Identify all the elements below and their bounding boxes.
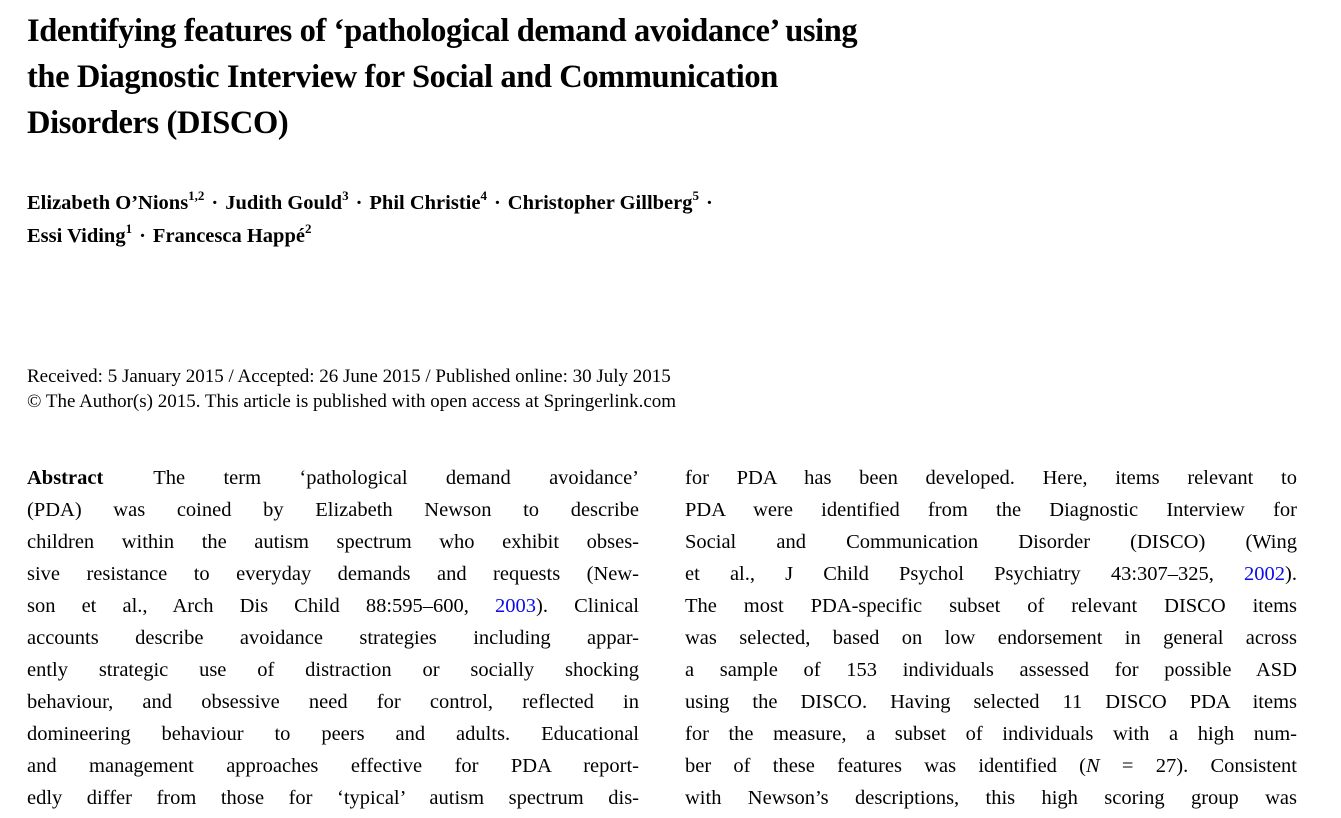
abstract-text: with Newson’s descriptions, this high scoring group was (685, 787, 1297, 809)
abstract-text: and management approaches effective for PDA report- (27, 755, 639, 777)
author-name: Essi Viding (27, 225, 126, 247)
abstract-line (27, 718, 639, 750)
abstract-text: sive resistance to everyday demands and requests (New- (27, 563, 639, 585)
author (369, 188, 507, 214)
abstract-line (685, 686, 1297, 718)
abstract-text: (PDA) was coined by Elizabeth Newson to describe (27, 499, 639, 521)
abstract-line (27, 622, 639, 654)
abstract-text: son et al., Arch Dis Child 88:595–600, (27, 595, 496, 617)
article-meta (27, 364, 1297, 414)
abstract-line (685, 750, 1297, 782)
abstract-text: = 27). Consistent (1099, 755, 1298, 777)
abstract-text: behaviour, and obsessive need for control, reflected in (27, 691, 639, 713)
author-line-2 (27, 220, 1297, 253)
author-separator: · (493, 192, 501, 214)
author-affiliation-superscript: 5 (692, 188, 699, 204)
article-title-line: Identifying features of ‘pathological demand avoidance’ using (27, 13, 858, 49)
citation-year-link[interactable]: 2002 (1244, 563, 1286, 585)
abstract-text: a sample of 153 individuals assessed for possible ASD (685, 659, 1297, 681)
abstract-line (685, 622, 1297, 654)
abstract-line (27, 462, 639, 494)
abstract-line (27, 654, 639, 686)
received-accepted-published-line: Received: 5 January 2015 / Accepted: 26 June 2015 / Published online: 30 July 2015 (27, 366, 671, 387)
abstract-text: ber of these features was identified ( (685, 755, 1086, 777)
author-separator: · (211, 192, 219, 214)
author (507, 188, 720, 214)
abstract-text: for the measure, a subset of individuals with a high num- (685, 723, 1297, 745)
abstract-text: edly differ from those for ‘typical’ autism spectrum dis- (27, 787, 639, 809)
abstract-line (27, 782, 639, 814)
abstract-text: ). Clinical (536, 595, 639, 617)
author-name: Elizabeth O’Nions (27, 192, 189, 214)
article-title-line: Disorders (DISCO) (27, 105, 289, 141)
author-affiliation-superscript: 4 (480, 188, 487, 204)
abstract-line (685, 590, 1297, 622)
abstract-column-left (27, 462, 639, 814)
author-line-1 (27, 187, 1297, 220)
author-affiliation-superscript: 2 (304, 221, 312, 237)
abstract-text: Social and Communication Disorder (DISCO) (Wing (685, 531, 1297, 553)
abstract-line (685, 558, 1297, 590)
article-title (27, 8, 1297, 146)
article-title-line: the Diagnostic Interview for Social and Communication (27, 59, 778, 95)
abstract-text: children within the autism spectrum who exhibit obses- (27, 531, 639, 553)
abstract-text: The most PDA-specific subset of relevant DISCO items (685, 595, 1297, 617)
abstract-line (685, 654, 1297, 686)
copyright-line: © The Author(s) 2015. This article is published with open access at Springerlink.com (27, 391, 677, 412)
author-affiliation-superscript: 1 (125, 221, 133, 237)
author-separator: · (355, 192, 363, 214)
abstract-line (685, 782, 1297, 814)
article-page (0, 8, 1341, 818)
author (27, 221, 153, 247)
author-affiliation-superscript: 3 (342, 188, 349, 204)
abstract-line (27, 526, 639, 558)
sample-size-n: N (1086, 755, 1100, 777)
author-name: Phil Christie (369, 192, 481, 214)
author-name: Christopher Gillberg (507, 192, 693, 214)
abstract-text: ently strategic use of distraction or socially shocking (27, 659, 639, 681)
author-affiliation-superscript: 1,2 (188, 188, 205, 204)
author (152, 221, 312, 247)
author-separator: · (139, 225, 146, 247)
author (225, 188, 369, 214)
abstract-line (685, 462, 1297, 494)
abstract-text: domineering behaviour to peers and adults. Educational (27, 723, 639, 745)
abstract-column-right (685, 462, 1297, 814)
abstract-line (685, 494, 1297, 526)
abstract-line (27, 686, 639, 718)
abstract-text: was selected, based on low endorsement in general across (685, 627, 1297, 649)
author (27, 188, 225, 214)
abstract-text: for PDA has been developed. Here, items relevant to (685, 467, 1297, 489)
author-separator: · (706, 192, 713, 214)
abstract-text: et al., J Child Psychol Psychiatry 43:307–325, (685, 563, 1245, 585)
abstract-text: PDA were identified from the Diagnostic Interview for (685, 499, 1297, 521)
abstract-line (27, 494, 639, 526)
author-name: Judith Gould (225, 192, 343, 214)
abstract-text: accounts describe avoidance strategies including appar- (27, 627, 639, 649)
author-list (27, 187, 1297, 253)
abstract-line (685, 526, 1297, 558)
abstract-line (685, 718, 1297, 750)
abstract-line (27, 590, 639, 622)
abstract-text: using the DISCO. Having selected 11 DISCO PDA items (685, 691, 1297, 713)
abstract-line (27, 750, 639, 782)
abstract-line (27, 558, 639, 590)
abstract-heading: Abstract (27, 467, 104, 489)
abstract-text: ). (1285, 563, 1297, 585)
author-name: Francesca Happé (152, 225, 305, 247)
citation-year-link[interactable]: 2003 (495, 595, 537, 617)
abstract-section (27, 462, 1297, 814)
abstract-text: The term ‘pathological demand avoidance’ (153, 467, 639, 489)
